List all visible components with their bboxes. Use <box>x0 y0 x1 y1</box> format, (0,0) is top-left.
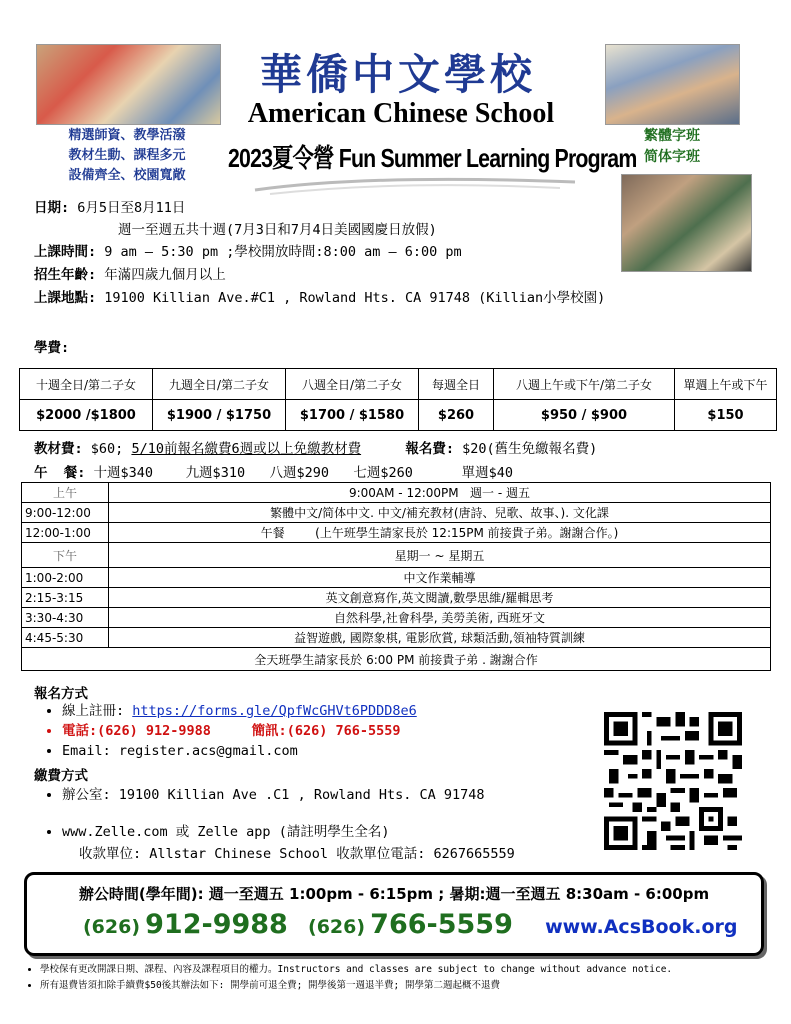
website-link[interactable]: www.AcsBook.org <box>545 916 738 938</box>
class-photo-right-bottom <box>621 174 752 272</box>
fee-value: $1900 / $1750 <box>153 400 286 431</box>
class-photo-left <box>36 44 221 125</box>
lunch-item: 十週$340 <box>93 465 154 481</box>
footer-notes <box>4 962 672 994</box>
dates-note: 週一至週五共十週(7月3日和7月4日美國國慶日放假) <box>118 222 437 238</box>
phone-number-2[interactable]: 766-5559 <box>370 909 513 940</box>
schedule-desc: 益智遊戲, 國際象棋, 電影欣賞, 球類活動,領袖特質訓練 <box>109 628 771 648</box>
fee-header: 單週上午或下午 <box>675 369 777 400</box>
age-value: 年滿四歲九個月以上 <box>104 267 226 283</box>
phone-text: 電話:(626) 912-9988 <box>62 723 211 739</box>
payment-list <box>18 785 485 805</box>
am-time: 9:00AM - 12:00PM 週一 - 週五 <box>109 483 771 503</box>
class-photo-right-top <box>605 44 740 125</box>
age-label: 招生年齡: <box>34 267 97 283</box>
pm-days: 星期一 ~ 星期五 <box>109 543 771 568</box>
payment-zelle: www.Zelle.com 或 Zelle app (請註明學生全名) <box>62 824 390 840</box>
fee-table <box>19 368 777 431</box>
schedule-desc: 自然科學,社會科學, 美勞美術, 西班牙文 <box>109 608 771 628</box>
schedule-desc: 中文作業輔導 <box>109 568 771 588</box>
age-row <box>34 263 226 283</box>
schedule-footer: 全天班學生請家長於 6:00 PM 前接貴子弟 . 謝謝合作 <box>22 648 771 671</box>
program-name: Fun Summer Learning Program <box>338 143 637 173</box>
school-title-cn: 華僑中文學校 <box>259 50 536 99</box>
lunch-row <box>34 461 513 481</box>
location-row <box>34 286 605 306</box>
school-title-en: American Chinese School <box>247 98 555 129</box>
payment-list-2 <box>18 822 389 842</box>
hours-label: 上課時間: <box>34 244 97 260</box>
note-item: • 所有退費皆須扣除手續費$50後其辦法如下: 開學前可退全費; 開學後第一週退半費; 開學第二週起概不退費 <box>40 978 672 994</box>
schedule-row <box>22 648 771 671</box>
fee-value: $2000 /$1800 <box>20 400 153 431</box>
schedule-time: 2:15-3:15 <box>22 588 109 608</box>
fee-header: 十週全日/第二子女 <box>20 369 153 400</box>
lunch-item: 八週$290 <box>269 465 329 481</box>
list-item <box>62 822 389 842</box>
dates-row <box>34 196 185 216</box>
slogan-line: 精選師資、教學活潑 <box>68 128 186 143</box>
class-types <box>612 126 732 168</box>
slogan-block <box>32 126 222 186</box>
schedule-time: 4:45-5:30 <box>22 628 109 648</box>
payment-office: 辦公室: 19100 Killian Ave .C1 , Rowland Hts. CA 91748 <box>62 787 485 803</box>
fee-header: 八週上午或下午/第二子女 <box>494 369 675 400</box>
program-year: 2023夏令營 <box>228 143 334 173</box>
location-label: 上課地點: <box>34 290 97 306</box>
fee-value-row <box>20 400 777 431</box>
hours-value: 9 am — 5:30 pm ;學校開放時間:8:00 am — 6:00 pm <box>104 244 462 260</box>
registration-list <box>18 701 417 761</box>
slogan-line: 設備齊全、校園寬敞 <box>68 168 186 183</box>
materials-row <box>34 437 597 457</box>
registration-fee-value: $20(舊生免繳報名費) <box>462 441 598 457</box>
fee-header: 九週全日/第二子女 <box>153 369 286 400</box>
sms-text: 簡訊:(626) 766-5559 <box>251 723 401 739</box>
schedule-row <box>22 483 771 503</box>
schedule-row <box>22 628 771 648</box>
registration-fee-label: 報名費: <box>405 441 454 457</box>
pm-label: 下午 <box>22 543 109 568</box>
registration-title: 報名方式 <box>34 686 88 702</box>
phone-area-2: (626) <box>308 916 366 938</box>
materials-label: 教材費: <box>34 441 83 457</box>
office-hours: 辦公時間(學年間): 週一至週五 1:00pm - 6:15pm ; 暑期:週一至週五 8:30am - 6:00pm <box>78 885 710 903</box>
office-info-box <box>24 872 764 956</box>
payment-title: 繳費方式 <box>34 768 88 784</box>
schedule-row <box>22 568 771 588</box>
schedule-desc: 繁體中文/简体中文. 中文/補充教材(唐詩、兒歌、故事、). 文化課 <box>109 503 771 523</box>
phone-area-1: (626) <box>83 916 141 938</box>
registration-link[interactable]: https://forms.gle/QpfWcGHVt6PDDD8e6 <box>132 703 417 719</box>
slogan-line: 教材生動、課程多元 <box>68 148 186 163</box>
online-label: 線上註冊: <box>62 703 133 719</box>
fee-header: 八週全日/第二子女 <box>286 369 419 400</box>
lunch-item: 七週$260 <box>353 465 413 481</box>
materials-free-note: 5/10前報名繳費6週或以上免繳教材費 <box>131 441 362 457</box>
schedule-time: 12:00-1:00 <box>22 523 109 543</box>
fee-value: $150 <box>675 400 777 431</box>
fee-value: $260 <box>419 400 494 431</box>
dates-value: 6月5日至8月11日 <box>77 200 186 216</box>
note-item: • 學校保有更改開課日期、課程、內容及課程項目的權力。Instructors and classes are subject to change without advance notice. <box>40 962 672 978</box>
list-item <box>62 701 417 721</box>
list-item <box>62 721 417 741</box>
materials-value: $60; <box>90 441 124 457</box>
schedule-time: 3:30-4:30 <box>22 608 109 628</box>
schedule-row <box>22 608 771 628</box>
phone-number-1[interactable]: 912-9988 <box>145 909 288 940</box>
lunch-item: 單週$40 <box>461 465 514 481</box>
schedule-row <box>22 523 771 543</box>
lunch-label: 午 餐: <box>34 465 86 481</box>
schedule-desc: 午餐 (上午班學生請家長於 12:15PM 前接貴子弟。謝謝合作。) <box>109 523 771 543</box>
schedule-time: 1:00-2:00 <box>22 568 109 588</box>
fee-value: $950 / $900 <box>494 400 675 431</box>
fee-value: $1700 / $1580 <box>286 400 419 431</box>
tuition-label: 學費: <box>34 340 70 356</box>
schedule-time: 9:00-12:00 <box>22 503 109 523</box>
title-swoosh <box>250 170 580 198</box>
class-type-simplified: 简体字班 <box>644 149 700 165</box>
email-text: Email: register.acs@gmail.com <box>62 743 298 759</box>
office-phones <box>83 909 737 940</box>
list-item <box>62 785 485 805</box>
qr-code-icon[interactable] <box>604 712 742 850</box>
schedule-row <box>22 543 771 568</box>
location-value: 19100 Killian Ave.#C1 , Rowland Hts. CA 91748 (Killian小學校園) <box>104 290 606 306</box>
fee-header: 每週全日 <box>419 369 494 400</box>
payment-payee: 收款單位: Allstar Chinese School 收款單位電話: 6267665559 <box>79 846 515 862</box>
schedule-desc: 英文創意寫作,英文閱讀,數學思維/羅輯思考 <box>109 588 771 608</box>
schedule-row <box>22 588 771 608</box>
am-label: 上午 <box>22 483 109 503</box>
hours-row <box>34 240 462 260</box>
class-type-traditional: 繁體字班 <box>644 128 700 144</box>
fee-header-row <box>20 369 777 400</box>
schedule-row <box>22 503 771 523</box>
dates-label: 日期: <box>34 200 70 216</box>
list-item <box>62 741 417 761</box>
lunch-item: 九週$310 <box>185 465 246 481</box>
schedule-table <box>21 482 771 671</box>
